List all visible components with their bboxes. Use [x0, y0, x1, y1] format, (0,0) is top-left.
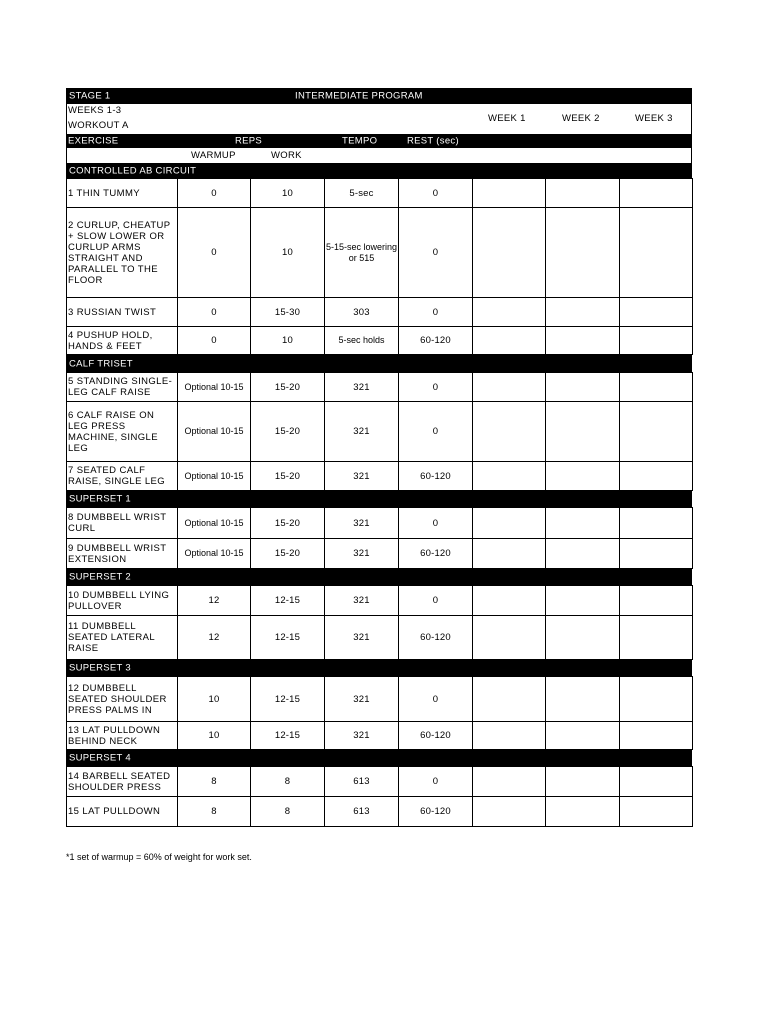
exercise-tempo: 321 [325, 616, 399, 660]
exercise-row [67, 677, 693, 722]
week-3-entry-cell[interactable] [620, 462, 693, 491]
column-header-bar [66, 134, 692, 148]
exercise-rest: 60-120 [399, 539, 473, 569]
exercise-work: 12-15 [251, 722, 325, 750]
exercise-row [67, 298, 693, 327]
exercise-row [67, 402, 693, 462]
section-title: SUPERSET 4 [69, 752, 131, 764]
exercise-name: 11 DUMBBELL SEATED LATERAL RAISE [67, 616, 178, 660]
exercise-warmup: 12 [178, 586, 251, 616]
week-1-entry-cell[interactable] [473, 722, 546, 750]
exercise-rest: 0 [399, 402, 473, 462]
exercise-warmup: 10 [178, 677, 251, 722]
section-header [66, 660, 692, 676]
exercise-row [67, 327, 693, 355]
exercise-warmup: 0 [178, 179, 251, 208]
exercise-tempo: 613 [325, 767, 399, 797]
exercise-name: 8 DUMBBELL WRIST CURL [67, 508, 178, 539]
exercise-rest: 0 [399, 508, 473, 539]
exercise-row [67, 208, 693, 298]
exercise-work: 10 [251, 179, 325, 208]
week-3-entry-cell[interactable] [620, 508, 693, 539]
exercise-warmup: 8 [178, 767, 251, 797]
exercise-row [67, 586, 693, 616]
exercise-row [67, 462, 693, 491]
week-3-entry-cell[interactable] [620, 677, 693, 722]
workout-sheet [66, 88, 692, 827]
rest-column-header: REST (sec) [407, 135, 459, 147]
exercise-work: 12-15 [251, 586, 325, 616]
exercise-warmup: Optional 10-15 [178, 402, 251, 462]
exercise-name: 1 THIN TUMMY [67, 179, 178, 208]
exercise-tempo: 613 [325, 797, 399, 827]
week-1-entry-cell[interactable] [473, 797, 546, 827]
program-title: INTERMEDIATE PROGRAM [295, 90, 423, 102]
week-2-entry-cell[interactable] [546, 179, 620, 208]
stage-header-bar [66, 88, 692, 104]
section-header [66, 491, 692, 507]
week-2-entry-cell[interactable] [546, 327, 620, 355]
week-1-entry-cell[interactable] [473, 539, 546, 569]
section-title: CONTROLLED AB CIRCUIT [69, 165, 197, 176]
week-1-entry-cell[interactable] [473, 208, 546, 298]
exercise-warmup: 0 [178, 298, 251, 327]
exercise-tempo: 321 [325, 402, 399, 462]
exercise-rest: 60-120 [399, 327, 473, 355]
exercise-warmup: 10 [178, 722, 251, 750]
exercise-tempo: 321 [325, 677, 399, 722]
section-header [66, 163, 692, 178]
week-2-entry-cell[interactable] [546, 677, 620, 722]
week-3-entry-cell[interactable] [620, 586, 693, 616]
week-1-entry-cell[interactable] [473, 327, 546, 355]
exercise-name: 5 STANDING SINGLE-LEG CALF RAISE [67, 373, 178, 402]
warmup-column-header: WARMUP [191, 150, 236, 161]
exercise-rest: 0 [399, 179, 473, 208]
section-title: SUPERSET 1 [69, 493, 131, 505]
week-1-entry-cell[interactable] [473, 402, 546, 462]
exercise-work: 8 [251, 797, 325, 827]
week-3-entry-cell[interactable] [620, 208, 693, 298]
exercise-row [67, 539, 693, 569]
week-2-header: WEEK 2 [562, 113, 600, 124]
exercise-name: 12 DUMBBELL SEATED SHOULDER PRESS PALMS IN [67, 677, 178, 722]
tempo-column-header: TEMPO [342, 135, 378, 147]
week-1-entry-cell[interactable] [473, 462, 546, 491]
program-info [66, 104, 692, 134]
week-3-header: WEEK 3 [635, 113, 673, 124]
week-2-entry-cell[interactable] [546, 298, 620, 327]
exercise-work: 12-15 [251, 677, 325, 722]
section-header [66, 569, 692, 585]
exercise-tempo: 5-sec [325, 179, 399, 208]
exercise-table [66, 507, 693, 569]
exercise-tempo: 321 [325, 539, 399, 569]
exercise-tempo: 303 [325, 298, 399, 327]
exercise-row [67, 373, 693, 402]
week-2-entry-cell[interactable] [546, 586, 620, 616]
week-1-entry-cell[interactable] [473, 616, 546, 660]
exercise-name: 2 CURLUP, CHEATUP + SLOW LOWER OR CURLUP ARMS STRAIGHT AND PARALLEL TO THE FLOOR [67, 208, 178, 298]
exercise-work: 15-20 [251, 539, 325, 569]
exercise-tempo: 321 [325, 462, 399, 491]
exercise-tempo: 5-15-sec lowering or 515 [325, 208, 399, 298]
exercise-row [67, 722, 693, 750]
exercise-table [66, 585, 693, 660]
exercise-name: 6 CALF RAISE ON LEG PRESS MACHINE, SINGLE LEG [67, 402, 178, 462]
exercise-rest: 0 [399, 208, 473, 298]
exercise-warmup: 0 [178, 208, 251, 298]
week-3-entry-cell[interactable] [620, 722, 693, 750]
section-title: SUPERSET 2 [69, 571, 131, 583]
exercise-name: 15 LAT PULLDOWN [67, 797, 178, 827]
week-3-entry-cell[interactable] [620, 797, 693, 827]
exercise-name: 7 SEATED CALF RAISE, SINGLE LEG [67, 462, 178, 491]
week-3-entry-cell[interactable] [620, 298, 693, 327]
section-header [66, 750, 692, 766]
week-3-entry-cell[interactable] [620, 373, 693, 402]
week-1-entry-cell[interactable] [473, 586, 546, 616]
exercise-rest: 60-120 [399, 616, 473, 660]
exercise-name: 3 RUSSIAN TWIST [67, 298, 178, 327]
week-2-entry-cell[interactable] [546, 797, 620, 827]
exercise-warmup: 0 [178, 327, 251, 355]
reps-column-header: REPS [235, 135, 263, 147]
exercise-table [66, 766, 693, 827]
exercise-tempo: 321 [325, 508, 399, 539]
stage-label: STAGE 1 [69, 90, 111, 102]
week-1-entry-cell[interactable] [473, 508, 546, 539]
week-2-entry-cell[interactable] [546, 767, 620, 797]
exercise-warmup: Optional 10-15 [178, 508, 251, 539]
exercise-work: 10 [251, 327, 325, 355]
exercise-name: 10 DUMBBELL LYING PULLOVER [67, 586, 178, 616]
week-1-entry-cell[interactable] [473, 677, 546, 722]
week-2-entry-cell[interactable] [546, 462, 620, 491]
exercise-table [66, 372, 693, 491]
week-2-entry-cell[interactable] [546, 373, 620, 402]
exercise-rest: 0 [399, 586, 473, 616]
exercise-rest: 60-120 [399, 722, 473, 750]
exercise-column-header: EXERCISE [68, 135, 119, 147]
week-3-entry-cell[interactable] [620, 616, 693, 660]
exercise-rest: 0 [399, 373, 473, 402]
exercise-table [66, 676, 693, 750]
week-3-entry-cell[interactable] [620, 539, 693, 569]
exercise-table [66, 178, 693, 355]
exercise-warmup: Optional 10-15 [178, 539, 251, 569]
exercise-sections [66, 163, 692, 827]
exercise-name: 13 LAT PULLDOWN BEHIND NECK [67, 722, 178, 750]
exercise-tempo: 321 [325, 373, 399, 402]
exercise-name: 9 DUMBBELL WRIST EXTENSION [67, 539, 178, 569]
exercise-work: 15-20 [251, 462, 325, 491]
week-2-entry-cell[interactable] [546, 508, 620, 539]
exercise-tempo: 5-sec holds [325, 327, 399, 355]
exercise-rest: 0 [399, 677, 473, 722]
exercise-work: 10 [251, 208, 325, 298]
exercise-rest: 60-120 [399, 462, 473, 491]
week-2-entry-cell[interactable] [546, 616, 620, 660]
exercise-row [67, 508, 693, 539]
week-1-entry-cell[interactable] [473, 373, 546, 402]
footnote: *1 set of warmup = 60% of weight for work set. [66, 852, 252, 862]
exercise-work: 15-30 [251, 298, 325, 327]
exercise-row [67, 797, 693, 827]
week-3-entry-cell[interactable] [620, 402, 693, 462]
week-1-entry-cell[interactable] [473, 767, 546, 797]
week-3-entry-cell[interactable] [620, 767, 693, 797]
weeks-label: WEEKS 1-3 [68, 105, 122, 116]
week-2-entry-cell[interactable] [546, 402, 620, 462]
week-2-entry-cell[interactable] [546, 208, 620, 298]
exercise-rest: 0 [399, 298, 473, 327]
exercise-row [67, 179, 693, 208]
work-column-header: WORK [271, 150, 302, 161]
section-title: CALF TRISET [69, 358, 133, 369]
exercise-work: 15-20 [251, 402, 325, 462]
exercise-warmup: 8 [178, 797, 251, 827]
exercise-row [67, 767, 693, 797]
exercise-warmup: Optional 10-15 [178, 373, 251, 402]
exercise-warmup: 12 [178, 616, 251, 660]
exercise-tempo: 321 [325, 722, 399, 750]
exercise-row [67, 616, 693, 660]
exercise-name: 14 BARBELL SEATED SHOULDER PRESS [67, 767, 178, 797]
exercise-work: 15-20 [251, 373, 325, 402]
week-1-entry-cell[interactable] [473, 298, 546, 327]
week-2-entry-cell[interactable] [546, 539, 620, 569]
workout-label: WORKOUT A [68, 120, 129, 131]
week-1-entry-cell[interactable] [473, 179, 546, 208]
week-2-entry-cell[interactable] [546, 722, 620, 750]
week-3-entry-cell[interactable] [620, 327, 693, 355]
week-1-header: WEEK 1 [488, 113, 526, 124]
section-title: SUPERSET 3 [69, 662, 131, 674]
section-header [66, 355, 692, 372]
exercise-rest: 60-120 [399, 797, 473, 827]
exercise-work: 12-15 [251, 616, 325, 660]
exercise-name: 4 PUSHUP HOLD, HANDS & FEET [67, 327, 178, 355]
week-3-entry-cell[interactable] [620, 179, 693, 208]
exercise-work: 15-20 [251, 508, 325, 539]
exercise-tempo: 321 [325, 586, 399, 616]
exercise-work: 8 [251, 767, 325, 797]
reps-subheader [66, 148, 692, 163]
exercise-warmup: Optional 10-15 [178, 462, 251, 491]
exercise-rest: 0 [399, 767, 473, 797]
